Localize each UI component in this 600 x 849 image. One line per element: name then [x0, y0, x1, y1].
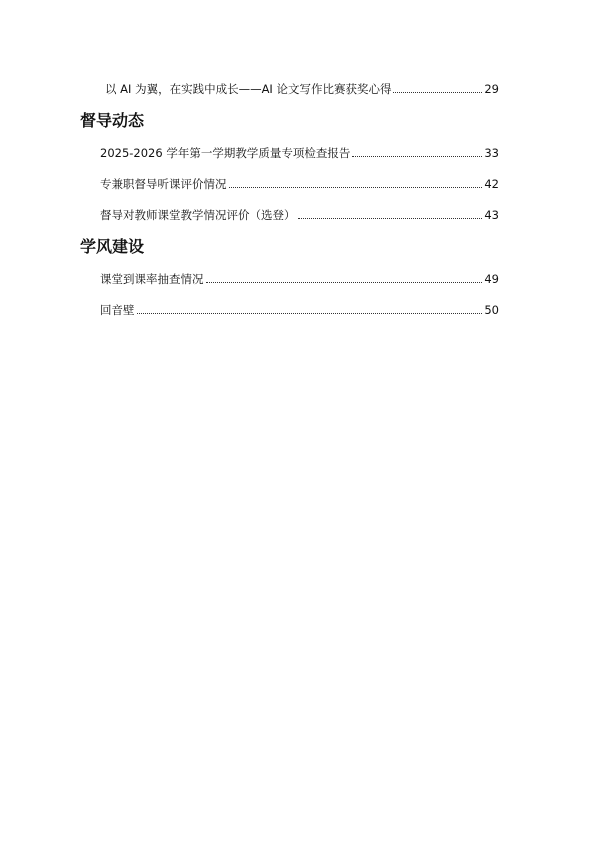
- dot-leader: [137, 313, 483, 314]
- toc-entry-title: 回音壁: [100, 303, 135, 317]
- dot-leader: [206, 282, 483, 283]
- toc-entry-feedback-wall[interactable]: [100, 301, 499, 317]
- section-heading-study-style: 学风建设: [80, 237, 145, 256]
- toc-entry-lecture-evaluation[interactable]: [100, 175, 499, 191]
- dot-leader: [298, 218, 483, 219]
- toc-entry-page: 42: [484, 177, 499, 191]
- toc-entry-ai-essay[interactable]: [105, 80, 499, 96]
- toc-entry-quality-report[interactable]: [100, 144, 499, 160]
- toc-entry-page: 33: [484, 146, 499, 160]
- toc-entry-page: 50: [484, 303, 499, 317]
- toc-entry-title: 2025-2026 学年第一学期教学质量专项检查报告: [100, 146, 351, 160]
- toc-entry-page: 29: [484, 82, 499, 96]
- dot-leader: [352, 156, 482, 157]
- section-heading-supervision: 督导动态: [80, 111, 145, 130]
- toc-entry-title: 专兼职督导听课评价情况: [100, 177, 227, 191]
- toc-entry-attendance-check[interactable]: [100, 270, 499, 286]
- dot-leader: [393, 92, 482, 93]
- toc-entry-title: 以 AI 为翼，在实践中成长——AI 论文写作比赛获奖心得: [105, 82, 392, 96]
- toc-entry-title: 课堂到课率抽查情况: [100, 272, 204, 286]
- toc-entry-page: 49: [484, 272, 499, 286]
- toc-entry-title: 督导对教师课堂教学情况评价（选登）: [100, 208, 296, 222]
- toc-entry-teacher-evaluation[interactable]: [100, 206, 499, 222]
- dot-leader: [229, 187, 483, 188]
- toc-entry-page: 43: [484, 208, 499, 222]
